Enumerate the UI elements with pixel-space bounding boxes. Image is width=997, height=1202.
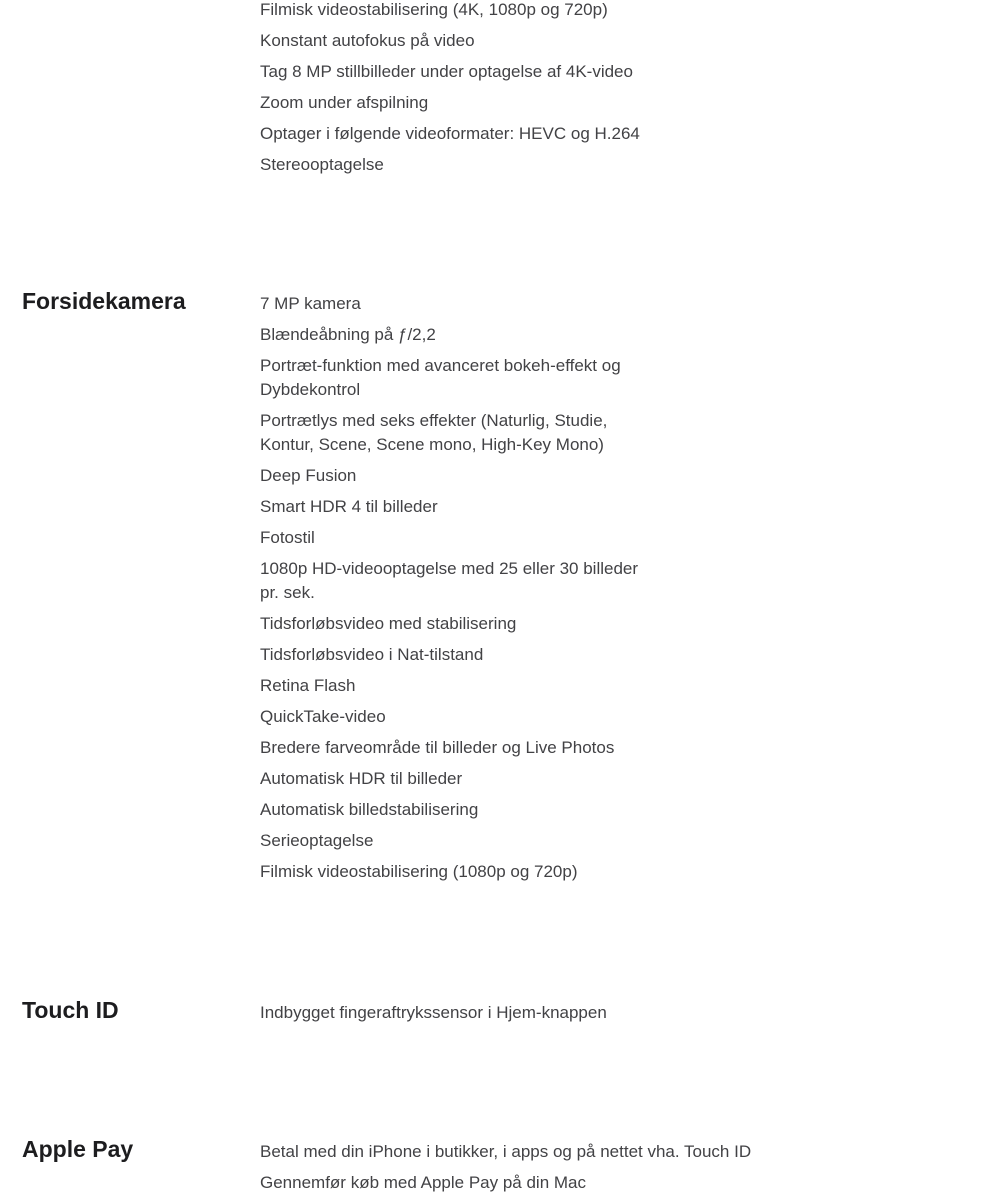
feature-item: Automatisk HDR til billeder: [260, 769, 463, 788]
feature-item: Serieoptagelse: [260, 831, 374, 850]
feature-item: Retina Flash: [260, 676, 356, 695]
feature-item: Zoom under afspilning: [260, 93, 429, 112]
section-title-front-camera: Forsidekamera: [22, 288, 186, 314]
feature-item: Tidsforløbsvideo med stabilisering: [260, 614, 517, 633]
feature-item: Smart HDR 4 til billeder: [260, 497, 438, 516]
feature-item: Filmisk videostabilisering (4K, 1080p og 720p): [260, 0, 608, 19]
front-camera-feature-list: [260, 292, 660, 891]
feature-item: Betal med din iPhone i butikker, i apps og på nettet vha. Touch ID: [260, 1142, 752, 1161]
feature-item: Portrætlys med seks effekter (Naturlig, Studie, Kontur, Scene, Scene mono, High-Key Mono): [260, 411, 608, 454]
apple-pay-feature-list: [260, 1140, 860, 1202]
feature-item: QuickTake-video: [260, 707, 386, 726]
feature-item: 1080p HD-videooptagelse med 25 eller 30 billeder pr. sek.: [260, 559, 639, 602]
feature-item: Fotostil: [260, 528, 315, 547]
feature-item: Blændeåbning på ƒ/2,2: [260, 325, 436, 344]
section-title-apple-pay: Apple Pay: [22, 1136, 134, 1162]
touch-id-feature-list: [260, 1001, 860, 1032]
feature-item: Portræt-funktion med avanceret bokeh-effekt og Dybdekontrol: [260, 356, 621, 399]
feature-item: 7 MP kamera: [260, 294, 361, 313]
feature-item: Filmisk videostabilisering (1080p og 720p): [260, 862, 578, 881]
feature-item: Indbygget fingeraftrykssensor i Hjem-knappen: [260, 1003, 607, 1022]
section-title-touch-id: Touch ID: [22, 997, 119, 1023]
feature-item: Optager i følgende videoformater: HEVC og H.264: [260, 124, 640, 143]
feature-item: Deep Fusion: [260, 466, 357, 485]
video-feature-list: [260, 0, 660, 184]
feature-item: Konstant autofokus på video: [260, 31, 475, 50]
feature-item: Tag 8 MP stillbilleder under optagelse af 4K-video: [260, 62, 633, 81]
feature-item: Stereooptagelse: [260, 155, 384, 174]
feature-item: Bredere farveområde til billeder og Live Photos: [260, 738, 615, 757]
feature-item: Gennemfør køb med Apple Pay på din Mac: [260, 1173, 586, 1192]
feature-item: Tidsforløbsvideo i Nat-tilstand: [260, 645, 484, 664]
feature-item: Automatisk billedstabilisering: [260, 800, 479, 819]
